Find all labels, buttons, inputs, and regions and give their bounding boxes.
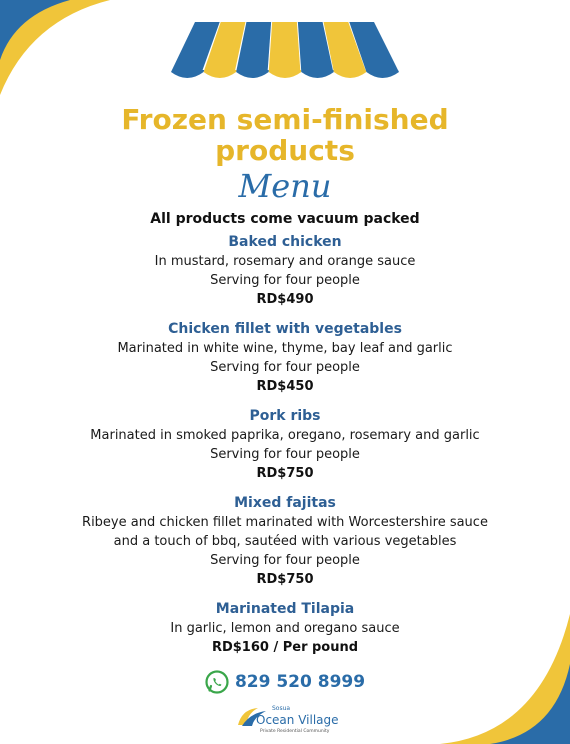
item-description: Serving for four people	[210, 553, 360, 568]
page-title	[0, 104, 570, 166]
item-name: Pork ribs	[249, 408, 321, 424]
item-description: and a touch of bbq, sautéed with various vegetables	[113, 534, 457, 549]
item-price: RD$490	[256, 292, 314, 307]
menu-item	[0, 319, 570, 396]
menu-items	[0, 232, 570, 667]
menu-item	[0, 599, 570, 657]
item-price: RD$750	[256, 572, 314, 587]
whatsapp-icon	[205, 670, 229, 694]
logo-small-text: Sosua	[272, 705, 291, 712]
awning-illustration	[170, 20, 400, 85]
item-description: Marinated in white wine, thyme, bay leaf and garlic	[117, 341, 453, 356]
item-name: Mixed fajitas	[234, 495, 336, 511]
item-description: Marinated in smoked paprika, oregano, rosemary and garlic	[90, 428, 480, 443]
item-price: RD$750	[256, 466, 314, 481]
menu-item	[0, 406, 570, 483]
item-description: In garlic, lemon and oregano sauce	[170, 621, 400, 636]
item-name: Baked chicken	[228, 234, 342, 250]
item-name: Chicken fillet with vegetables	[168, 321, 402, 337]
corner-decoration-top-left	[0, 0, 130, 110]
contact-phone[interactable]	[0, 670, 570, 694]
logo-name: Ocean Village	[256, 713, 339, 727]
awning-stripe	[269, 22, 302, 78]
item-description: Serving for four people	[210, 447, 360, 462]
title-line: products	[215, 134, 355, 167]
logo-tagline: Private Residential Community	[260, 729, 330, 734]
brand-logo	[230, 703, 340, 739]
item-description: Serving for four people	[210, 273, 360, 288]
item-description: Serving for four people	[210, 360, 360, 375]
title-line: Frozen semi-finished	[121, 103, 449, 136]
item-name: Marinated Tilapia	[215, 601, 355, 617]
menu-item	[0, 493, 570, 589]
item-price: RD$450	[256, 379, 314, 394]
phone-number[interactable]: 829 520 8999	[234, 672, 366, 692]
item-description: Ribeye and chicken fillet marinated with Worcestershire sauce	[82, 515, 488, 530]
item-description: In mustard, rosemary and orange sauce	[154, 254, 416, 269]
menu-item	[0, 232, 570, 309]
menu-heading: Menu	[238, 167, 332, 205]
subtitle: All products come vacuum packed	[150, 211, 420, 227]
item-price: RD$160 / Per pound	[211, 640, 359, 655]
